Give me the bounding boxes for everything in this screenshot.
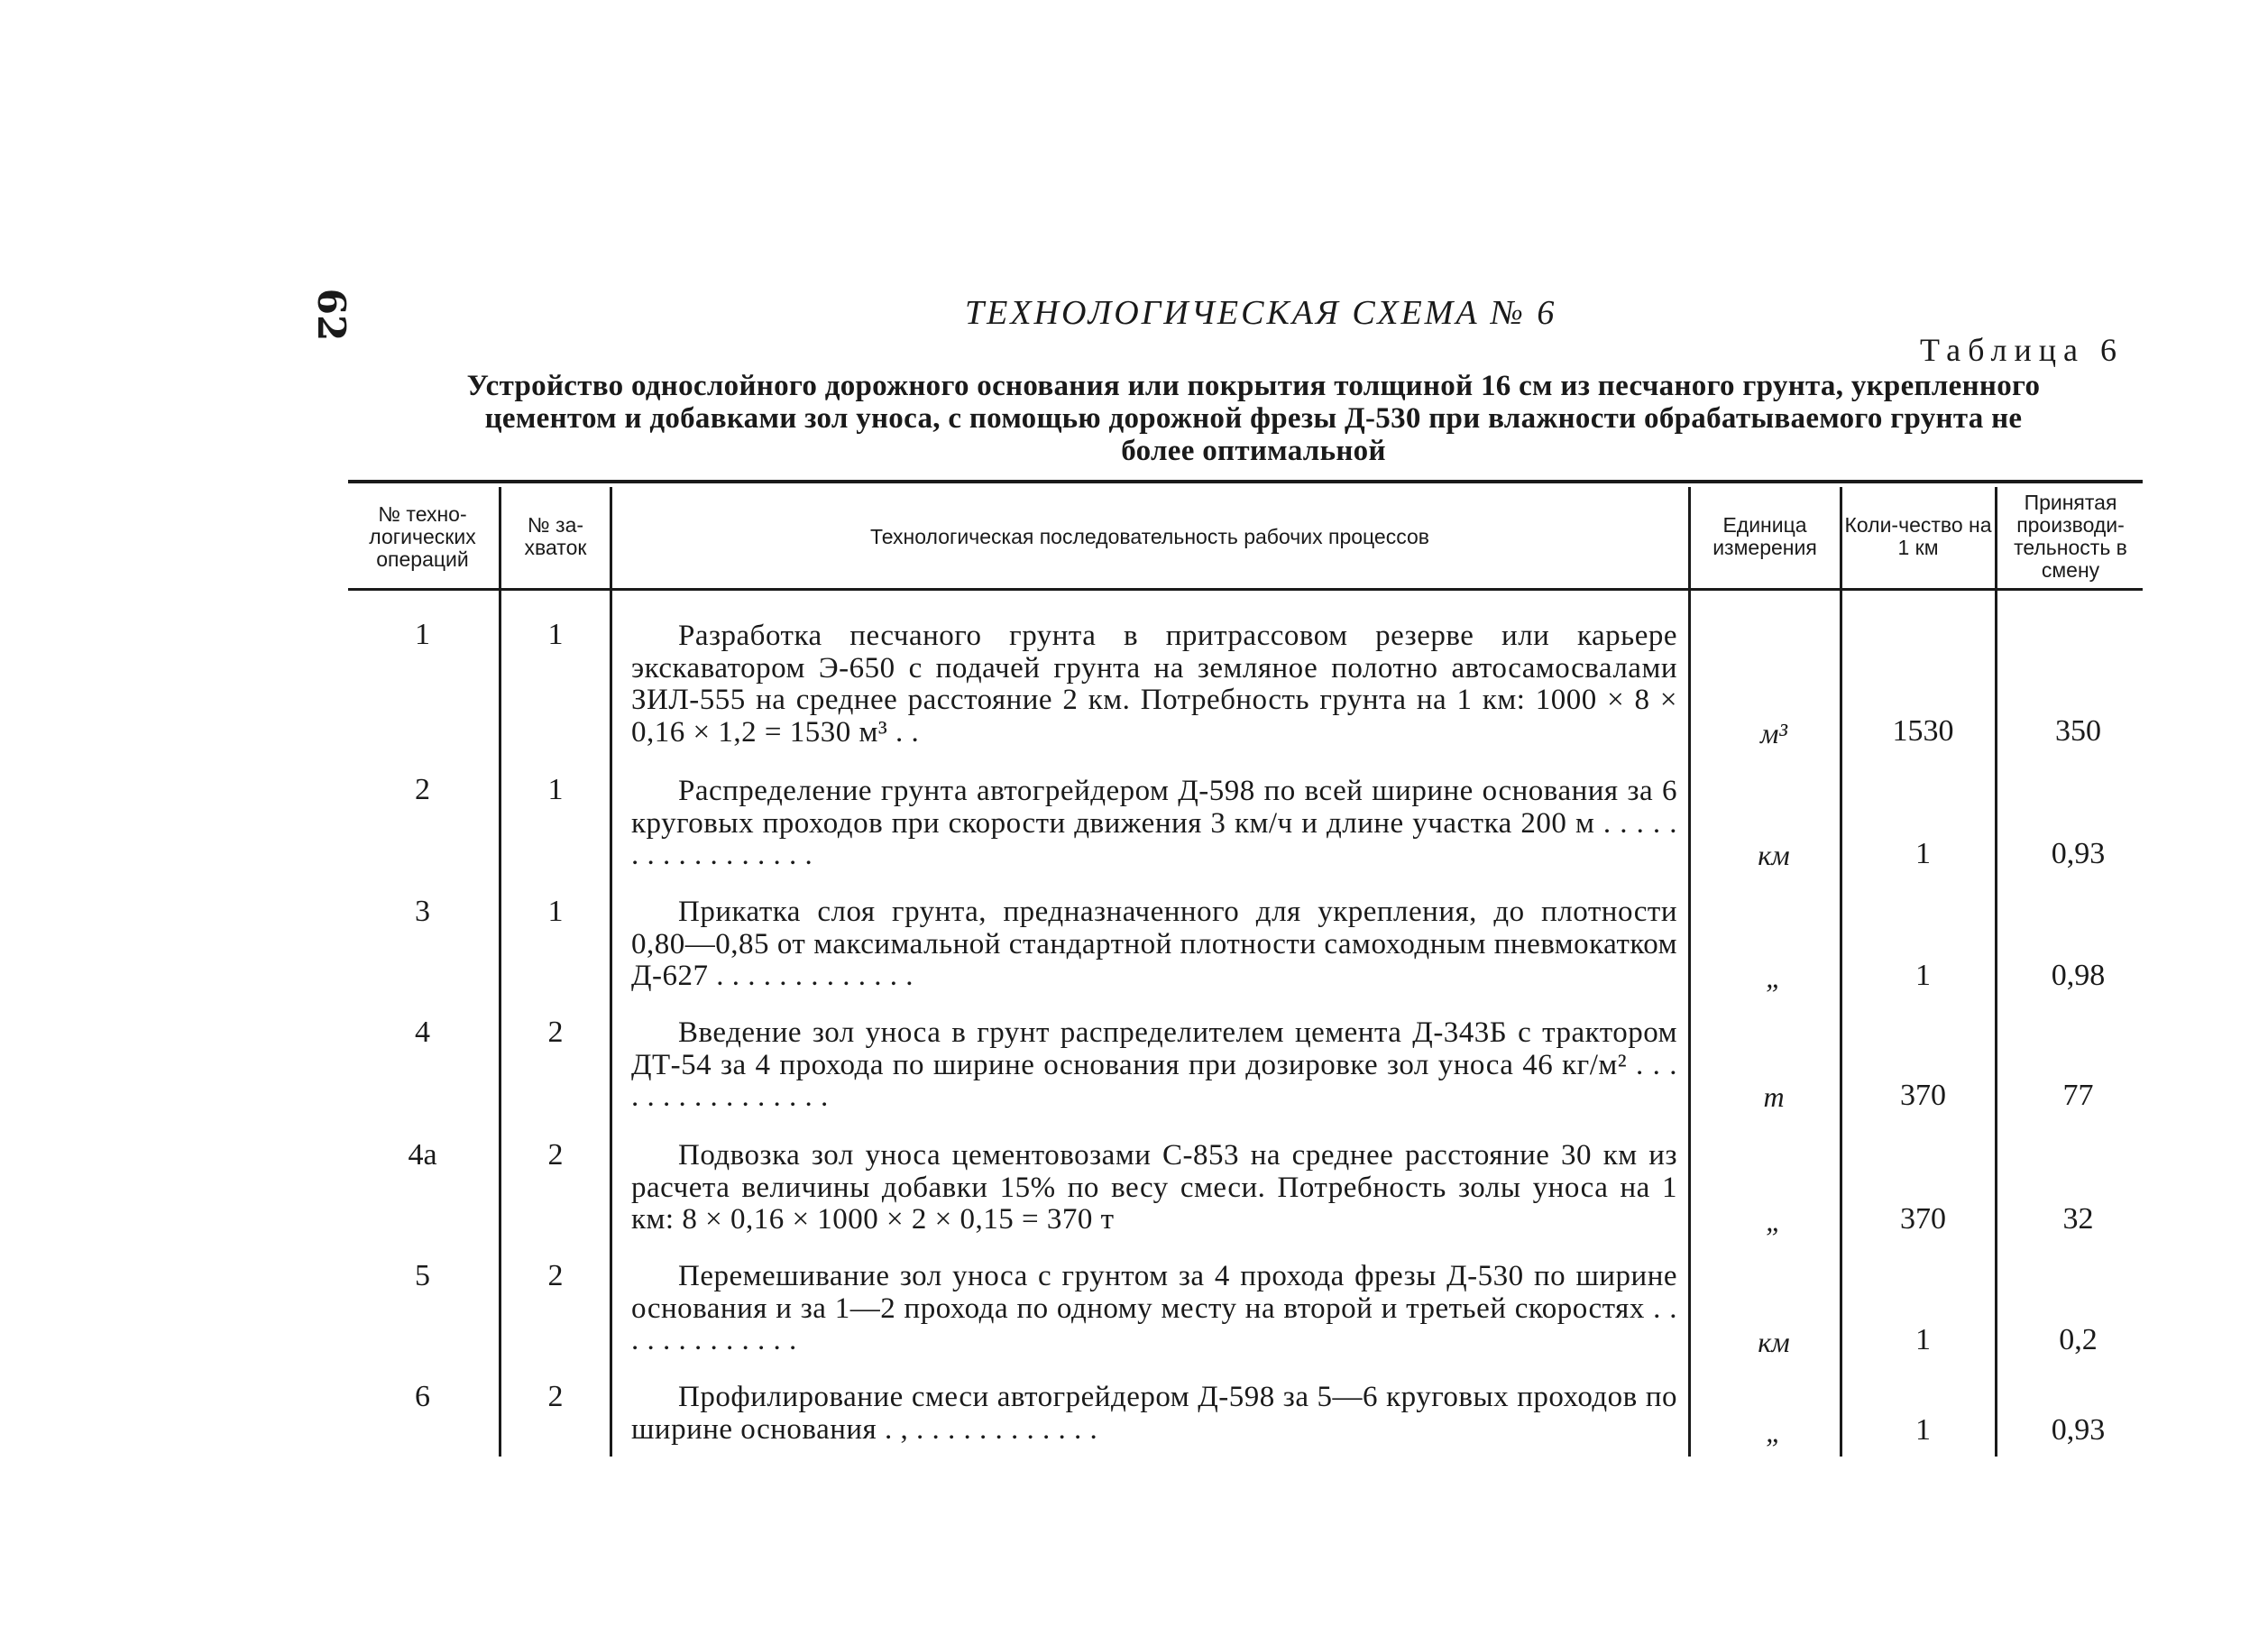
row-1-text: Разработка песчаного грунта в притрассовом резерве или карьере экскаватором Э-650 с подачей грунта на земляное полотно автосамосвалами ЗИЛ-555 на среднее расстояние 2 км. Потребность грунта на 1 км: 1000 × 8 × 0,16 × 1,2 = 1530 м³ . . [631, 620, 1677, 749]
row-5-text: Перемешивание зол уноса с грунтом за 4 прохода фрезы Д-530 по ширине основания и за 1—2 прохода по одному месту на второй и третьей скоростях . . . . . . . . . . . . . [631, 1260, 1677, 1356]
row-3-text: Прикатка слоя грунта, предназначенного для укрепления, до плотности 0,80—0,85 от максимальной стандартной плотности самоходным пневмокатком Д-627 . . . . . . . . . . . . . [631, 896, 1677, 992]
row-4a-prod: 32 [2062, 1202, 2094, 1236]
header-sequence: Технологическая последовательность рабочих процессов [869, 524, 1429, 548]
row-4a-op: 4а [408, 1138, 437, 1172]
row-3-unit: „ [1766, 961, 1782, 994]
row-1-qty: 1530 [1892, 714, 1954, 748]
row-4-prod: 77 [2062, 1079, 2094, 1112]
row-6-op: 6 [415, 1380, 430, 1413]
row-4a-qty: 370 [1900, 1202, 1946, 1236]
body-divider [610, 591, 612, 1457]
row-2-text: Распределение грунта автогрейдером Д-598 по всей ширине основания за 6 круговых проходов при скорости движения 3 км/ч и длине участка 200 м . . . . . . . . . . . . . . . . . [631, 775, 1677, 871]
row-6-prod: 0,93 [2051, 1413, 2106, 1447]
header-divider [1840, 487, 1842, 588]
row-3-grip: 1 [547, 895, 564, 928]
row-1-op: 1 [415, 618, 430, 651]
header-unit: Единица измерения [1712, 513, 1817, 559]
row-4-text: Введение зол уноса в грунт распределителем цемента Д-343Б с трактором ДТ-54 за 4 прохода по ширине основания при дозировке зол уноса 46 кг/м² . . . . . . . . . . . . . . . . [631, 1016, 1677, 1113]
row-6-text: Профилирование смеси автогрейдером Д-598 за 5—6 круговых проходов по ширине основания . , . . . . . . . . . . . . [631, 1381, 1677, 1446]
header-divider [499, 487, 501, 588]
table-label: Таблица 6 [1920, 332, 2124, 368]
row-6-grip: 2 [547, 1380, 564, 1413]
body-divider [1688, 591, 1691, 1457]
header-grip-no: № за-хваток [524, 513, 587, 559]
row-1-prod: 350 [2055, 714, 2101, 748]
row-2-grip: 1 [547, 773, 564, 806]
row-4a-text: Подвозка зол уноса цементовозами С-853 на среднее расстояние 30 км из расчета величины добавки 15% по весу смеси. Потребность золы уноса на 1 км: 8 × 0,16 × 1000 × 2 × 0,15 = 370 т [631, 1139, 1677, 1236]
row-1-unit: м³ [1759, 717, 1787, 749]
row-4-grip: 2 [547, 1016, 564, 1049]
row-5-grip: 2 [547, 1259, 564, 1292]
row-2-qty: 1 [1915, 837, 1931, 870]
header-divider [610, 487, 612, 588]
page-number: 62 [309, 288, 354, 342]
row-4a-grip: 2 [547, 1138, 564, 1172]
row-3-prod: 0,98 [2051, 959, 2106, 992]
row-4-qty: 370 [1900, 1079, 1946, 1112]
row-4a-unit: „ [1766, 1205, 1782, 1237]
header-qty: Коли-чество на 1 км [1844, 513, 1992, 559]
header-op-no: № техно-логических операций [369, 501, 476, 571]
header-divider [1688, 487, 1691, 588]
row-6-unit: „ [1766, 1416, 1782, 1448]
row-5-qty: 1 [1915, 1323, 1931, 1356]
header-divider [1995, 487, 1997, 588]
row-5-op: 5 [415, 1259, 430, 1292]
table-caption: Устройство однослойного дорожного основания или покрытия толщиной 16 см из песчаного грунта, укрепленного цементом и добавками зол уноса, с помощью дорожной фрезы Д-530 при влажности обрабатываемого грунта не более оптимальной [466, 370, 2041, 467]
row-6-qty: 1 [1915, 1413, 1931, 1447]
row-2-unit: км [1758, 839, 1790, 871]
row-3-op: 3 [415, 895, 430, 928]
row-4-op: 4 [415, 1016, 430, 1049]
row-1-grip: 1 [547, 618, 564, 651]
row-2-op: 2 [415, 773, 430, 806]
row-5-unit: км [1758, 1326, 1790, 1358]
scheme-title: ТЕХНОЛОГИЧЕСКАЯ СХЕМА № 6 [965, 294, 1557, 332]
row-4-unit: т [1763, 1080, 1785, 1113]
header-productivity: Принятая производи-тельность в смену [2014, 491, 2127, 582]
row-3-qty: 1 [1915, 959, 1931, 992]
row-2-prod: 0,93 [2051, 837, 2106, 870]
row-5-prod: 0,2 [2059, 1323, 2098, 1356]
